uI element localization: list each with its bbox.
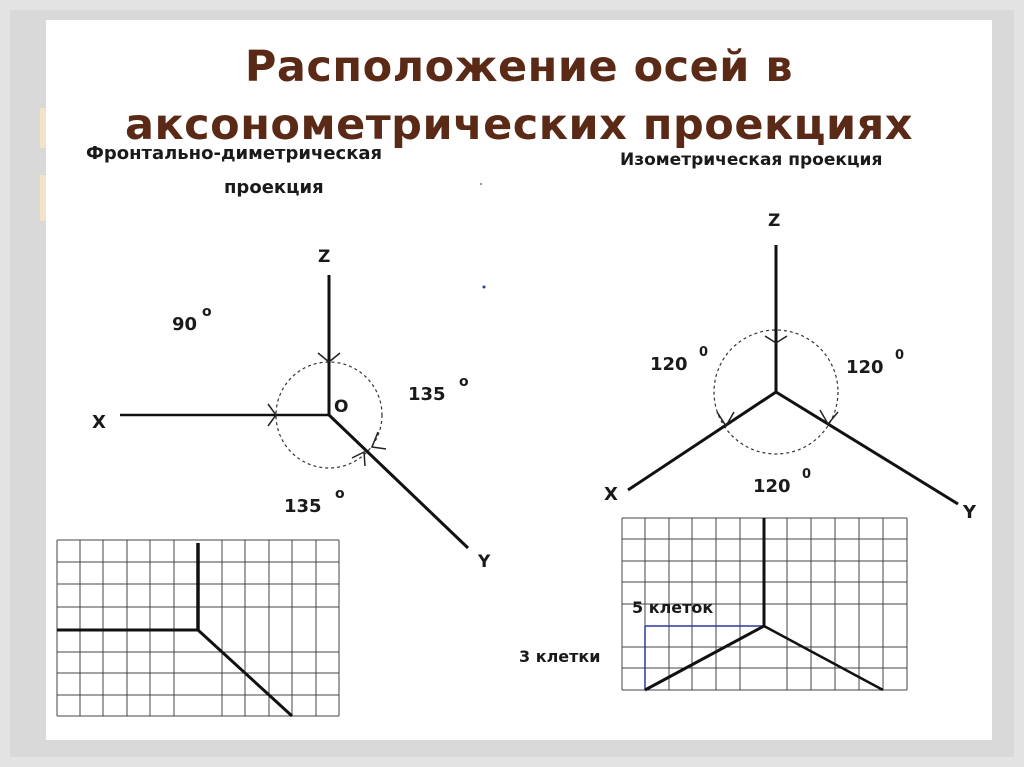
title-line-2: аксонометрических проекциях: [124, 100, 914, 150]
isometric-heading: Изометрическая проекция: [620, 150, 883, 170]
isometric-label-y: Y: [963, 502, 977, 523]
isometric-label-x: X: [604, 484, 618, 505]
dimetric-angle-135-bottom: 135: [284, 496, 322, 517]
dimetric-axis-y: [329, 415, 468, 548]
isometric-diagram: [604, 211, 977, 523]
dimetric-heading-2: проекция: [224, 177, 324, 198]
isometric-cells-5-label: 5 клеток: [632, 598, 714, 617]
isometric-cells-3-label: 3 клетки: [519, 647, 601, 666]
dimetric-angle-90: 90: [172, 314, 198, 335]
isometric-angle-right: 120: [846, 357, 884, 378]
dimetric-angle-135-right: 135: [408, 384, 446, 405]
isometric-axis-y: [776, 392, 958, 504]
dimetric-label-z: Z: [318, 247, 331, 267]
title-line-1: Расположение осей в: [244, 42, 794, 92]
dimetric-label-x: X: [92, 412, 106, 433]
arrow-mark: [372, 432, 386, 449]
isometric-label-z: Z: [768, 211, 781, 231]
degree-mark: o: [335, 486, 345, 502]
isometric-angle-bottom: 120: [753, 476, 791, 497]
arrow-mark: [352, 452, 365, 466]
degree-mark: o: [202, 304, 212, 320]
dimetric-heading-1: Фронтально-диметрическая: [86, 143, 383, 164]
degree-mark: 0: [699, 345, 709, 360]
degree-mark: 0: [895, 348, 905, 363]
degree-mark: 0: [802, 467, 812, 482]
isometric-angle-left: 120: [650, 354, 688, 375]
stray-dot: [483, 286, 486, 289]
dimetric-label-y: Y: [478, 552, 491, 572]
degree-mark: o: [459, 374, 469, 390]
stray-dot: [480, 183, 482, 185]
dimetric-label-origin: O: [334, 397, 349, 417]
dimetric-diagram: [92, 247, 491, 572]
arrow-mark: [717, 412, 734, 426]
